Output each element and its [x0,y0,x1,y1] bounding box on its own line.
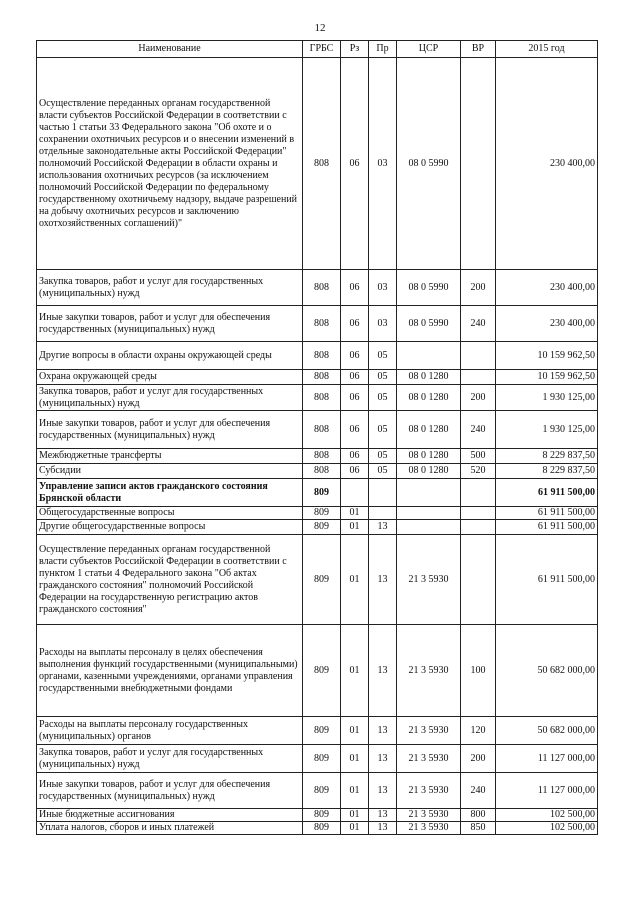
cell-name: Закупка товаров, работ и услуг для государственных (муниципальных) нужд [37,745,303,773]
cell-amount: 61 911 500,00 [496,520,598,535]
cell-vr: 850 [461,822,496,835]
cell-name: Охрана окружающей среды [37,370,303,385]
cell-grbs: 809 [303,535,341,625]
cell-name: Иные закупки товаров, работ и услуг для обеспечения государственных (муниципальных) нужд [37,411,303,449]
column-header-name: Наименование [37,41,303,58]
cell-name: Иные бюджетные ассигнования [37,809,303,822]
cell-grbs: 809 [303,507,341,520]
column-header-vr: ВР [461,41,496,58]
cell-rz: 06 [341,370,369,385]
table-row [37,809,598,822]
table-row [37,520,598,535]
cell-pr [369,507,397,520]
table-row [37,479,598,507]
cell-grbs: 808 [303,449,341,464]
cell-rz: 01 [341,625,369,717]
cell-vr: 520 [461,464,496,479]
cell-pr: 13 [369,809,397,822]
cell-csr [397,507,461,520]
cell-rz: 01 [341,535,369,625]
table-row [37,625,598,717]
cell-vr [461,58,496,270]
table-row [37,745,598,773]
cell-amount: 61 911 500,00 [496,479,598,507]
cell-pr: 13 [369,520,397,535]
cell-vr: 240 [461,773,496,809]
cell-grbs: 809 [303,809,341,822]
table-row [37,822,598,835]
cell-pr: 05 [369,370,397,385]
cell-csr: 08 0 1280 [397,464,461,479]
cell-csr: 08 0 1280 [397,385,461,411]
cell-pr: 05 [369,385,397,411]
cell-grbs: 809 [303,625,341,717]
cell-vr: 200 [461,270,496,306]
cell-rz: 01 [341,822,369,835]
cell-vr: 240 [461,306,496,342]
cell-csr: 21 3 5930 [397,822,461,835]
table-row [37,370,598,385]
cell-amount: 50 682 000,00 [496,625,598,717]
cell-grbs: 809 [303,773,341,809]
cell-amount: 102 500,00 [496,809,598,822]
cell-pr: 13 [369,822,397,835]
cell-grbs: 809 [303,822,341,835]
cell-amount: 50 682 000,00 [496,717,598,745]
cell-rz: 01 [341,520,369,535]
cell-amount: 102 500,00 [496,822,598,835]
table-row [37,535,598,625]
cell-rz [341,479,369,507]
table-row [37,773,598,809]
budget-table [36,40,598,835]
cell-csr: 08 0 5990 [397,58,461,270]
column-header-rz: Рз [341,41,369,58]
cell-name: Межбюджетные трансферты [37,449,303,464]
cell-csr: 08 0 5990 [397,270,461,306]
cell-csr: 21 3 5930 [397,745,461,773]
cell-pr [369,479,397,507]
table-row [37,411,598,449]
cell-csr: 08 0 5990 [397,306,461,342]
cell-amount: 61 911 500,00 [496,535,598,625]
cell-name: Уплата налогов, сборов и иных платежей [37,822,303,835]
cell-grbs: 808 [303,385,341,411]
cell-csr [397,342,461,370]
cell-pr: 13 [369,535,397,625]
cell-pr: 03 [369,270,397,306]
cell-grbs: 808 [303,58,341,270]
page-number: 12 [314,22,326,34]
cell-vr: 200 [461,385,496,411]
cell-name: Иные закупки товаров, работ и услуг для обеспечения государственных (муниципальных) нужд [37,773,303,809]
table-row [37,717,598,745]
cell-rz: 06 [341,449,369,464]
cell-csr: 21 3 5930 [397,773,461,809]
cell-csr: 08 0 1280 [397,370,461,385]
cell-vr: 240 [461,411,496,449]
cell-grbs: 808 [303,370,341,385]
cell-grbs: 808 [303,270,341,306]
cell-rz: 06 [341,270,369,306]
table-row [37,306,598,342]
cell-rz: 06 [341,342,369,370]
cell-rz: 06 [341,411,369,449]
cell-vr [461,370,496,385]
table-row [37,58,598,270]
cell-vr: 800 [461,809,496,822]
cell-grbs: 808 [303,306,341,342]
cell-grbs: 808 [303,342,341,370]
cell-name: Осуществление переданных органам государственной власти субъектов Российской Федерации в соответствии с частью 1 статьи 33 Федерального закона "Об охоте и о сохранении охотничьих ресурсов и о внесении изменений в отдельные законодательные акты Российской Федерации" полномочий Российской Федерации в области охраны и использования охотничьих ресурсов (за исключением полномочий Российской Федерации по федеральному государственному охотничьему надзору, выдаче разрешений на добычу охотничьих ресурсов и заключению охотхозяйственных соглашений)" [37,58,303,270]
cell-rz: 06 [341,58,369,270]
cell-amount: 11 127 000,00 [496,773,598,809]
cell-name: Осуществление переданных органам государственной власти субъектов Российской Федерации в соответствии с пунктом 1 статьи 4 Федерального закона "Об актах гражданского состояния" полномочий Российской Федерации на государственную регистрацию актов гражданского состояния" [37,535,303,625]
cell-vr [461,342,496,370]
cell-amount: 1 930 125,00 [496,411,598,449]
cell-amount: 61 911 500,00 [496,507,598,520]
cell-name: Расходы на выплаты персоналу государственных (муниципальных) органов [37,717,303,745]
cell-csr: 21 3 5930 [397,717,461,745]
table-header-row [37,41,598,58]
cell-amount: 230 400,00 [496,58,598,270]
cell-pr: 03 [369,306,397,342]
cell-csr: 21 3 5930 [397,625,461,717]
cell-name: Другие вопросы в области охраны окружающей среды [37,342,303,370]
cell-amount: 8 229 837,50 [496,464,598,479]
cell-csr: 21 3 5930 [397,809,461,822]
cell-vr [461,535,496,625]
table-row [37,449,598,464]
cell-pr: 05 [369,464,397,479]
cell-rz: 01 [341,507,369,520]
cell-vr: 500 [461,449,496,464]
cell-rz: 01 [341,717,369,745]
cell-vr [461,520,496,535]
cell-name: Управление записи актов гражданского состояния Брянской области [37,479,303,507]
cell-name: Субсидии [37,464,303,479]
cell-vr: 120 [461,717,496,745]
cell-grbs: 808 [303,411,341,449]
cell-pr: 05 [369,411,397,449]
column-header-pr: Пр [369,41,397,58]
cell-csr [397,520,461,535]
cell-name: Закупка товаров, работ и услуг для государственных (муниципальных) нужд [37,385,303,411]
cell-amount: 230 400,00 [496,270,598,306]
cell-amount: 1 930 125,00 [496,385,598,411]
table-row [37,270,598,306]
cell-name: Другие общегосударственные вопросы [37,520,303,535]
cell-vr: 100 [461,625,496,717]
cell-pr: 13 [369,625,397,717]
cell-rz: 01 [341,773,369,809]
cell-name: Расходы на выплаты персоналу в целях обеспечения выполнения функций государственными (муниципальными) органами, казенными учреждениями, органами управления государственными внебюджетными фондами [37,625,303,717]
cell-rz: 06 [341,306,369,342]
cell-amount: 8 229 837,50 [496,449,598,464]
column-header-csr: ЦСР [397,41,461,58]
cell-vr [461,507,496,520]
cell-grbs: 809 [303,520,341,535]
cell-amount: 11 127 000,00 [496,745,598,773]
cell-grbs: 809 [303,479,341,507]
column-header-grbs: ГРБС [303,41,341,58]
cell-rz: 01 [341,809,369,822]
table-row [37,507,598,520]
cell-csr [397,479,461,507]
cell-csr: 21 3 5930 [397,535,461,625]
cell-csr: 08 0 1280 [397,411,461,449]
table-row [37,464,598,479]
cell-rz: 06 [341,385,369,411]
cell-vr [461,479,496,507]
table-body [37,58,598,835]
cell-rz: 01 [341,745,369,773]
cell-grbs: 808 [303,464,341,479]
cell-pr: 03 [369,58,397,270]
cell-name: Иные закупки товаров, работ и услуг для обеспечения государственных (муниципальных) нужд [37,306,303,342]
cell-amount: 10 159 962,50 [496,342,598,370]
cell-name: Закупка товаров, работ и услуг для государственных (муниципальных) нужд [37,270,303,306]
table-row [37,385,598,411]
cell-grbs: 809 [303,717,341,745]
table-row [37,342,598,370]
cell-pr: 13 [369,773,397,809]
cell-name: Общегосударственные вопросы [37,507,303,520]
cell-vr: 200 [461,745,496,773]
column-header-year: 2015 год [496,41,598,58]
cell-grbs: 809 [303,745,341,773]
cell-csr: 08 0 1280 [397,449,461,464]
cell-pr: 05 [369,342,397,370]
cell-pr: 05 [369,449,397,464]
cell-pr: 13 [369,745,397,773]
cell-amount: 230 400,00 [496,306,598,342]
cell-pr: 13 [369,717,397,745]
cell-rz: 06 [341,464,369,479]
cell-amount: 10 159 962,50 [496,370,598,385]
